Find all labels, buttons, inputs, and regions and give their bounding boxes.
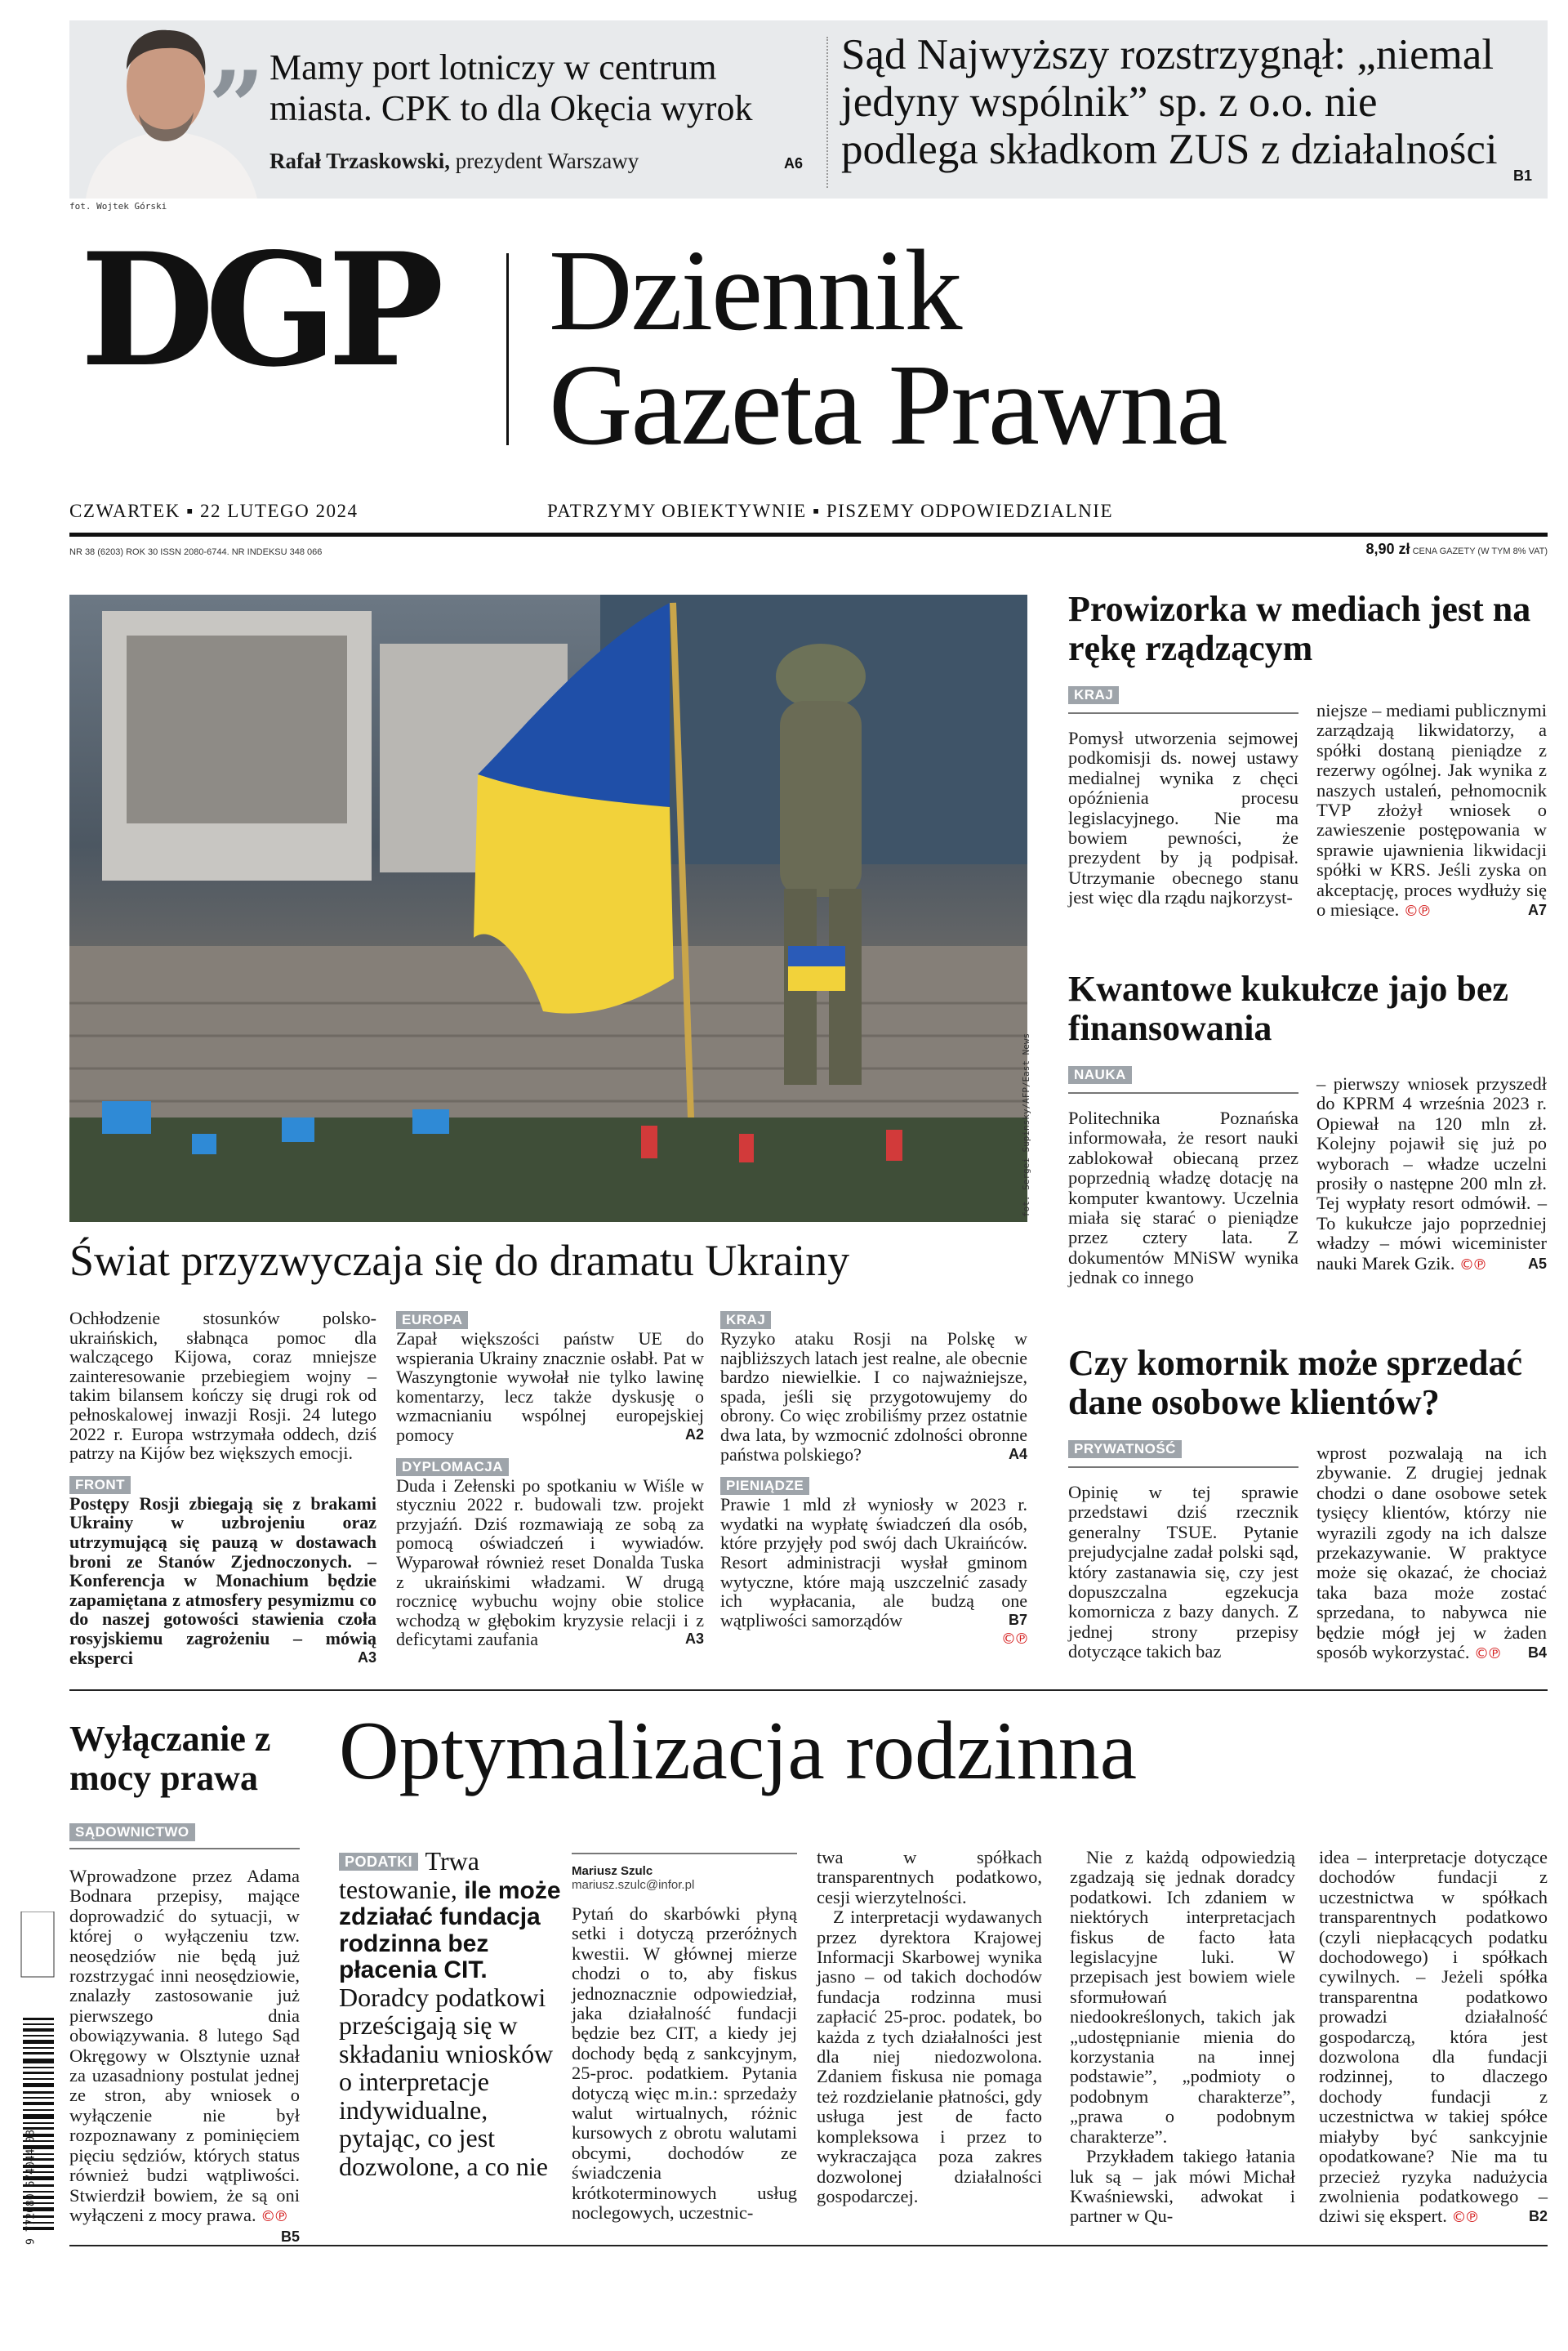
section-tag: PODATKI: [339, 1853, 418, 1871]
bottom-left-text: Wprowadzone przez Adama Bodnara przepisy, mające doprowadzić do sytuacji, w której o wyłączeniu tzw. neosędziów nie będą już rozstrzygać inni neosędziowie, znalazły zastosowanie już pierwszego dnia obowiązywania. 8 lutego Sąd Okręgowy w Olsztynie uznał za uzasadniony postulat jednej ze stron, aby wniosek o wyłączenie nie był rozpoznawany z pominięciem pięciu sędziów, których status również budzi wątpliwości. Stwierdził bowiem, że są oni wyłączeni z mocy prawa. ©℗ B5: [69, 1867, 300, 2247]
feature-col-2: [817, 1848, 1042, 2206]
section-tag: EUROPA: [396, 1311, 468, 1329]
lede-bold: ile może zdziałać fundacja rodzinna bez płacenia CIT.: [339, 1876, 561, 1983]
quote-text: Mamy port lotniczy w centrum miasta. CPK to dla Okęcia wyrok: [270, 47, 753, 128]
page-ref: A6: [784, 155, 804, 172]
lead-intro: Ochłodzenie stosunków polsko-ukraińskich, słabnąca pomoc dla walczącego Kijowa, coraz mniejsze zainteresowanie przebiegiem wojny – takim bilansem kończy się drugi rok od pełnoskalowej inwazji Rosji. 24 lutego 2022 r. Europa wstrzymała oddech, dziś patrzy na Kijów bez większych emocji.: [69, 1308, 376, 1464]
side-story: [1068, 1344, 1548, 1664]
paragraph: Nie z każdą odpowiedzią zgadzają się jednak doradcy podatkowi. Ich zdaniem w niektórych interpretacjach fiskus de facto łata legislacyjne luki. W przepisach jest bowiem wiele sformułowań niedookreślonych, takich jak „udostępnianie mienia do korzystania na innej podstawie”, „podmioty o podobnym charakterze”, „prawa o podobnym charakterze”.: [1070, 1847, 1295, 2147]
divider: [69, 1848, 300, 1849]
paragraph: Z interpretacji wydawanych przez dyrektora Krajowej Informacji Skarbowej wynika jasno – od takich dochodów fundacja rodzinna musi zapłacić 25-proc. podatek, bo każda z tych działalności jest dla niej niedozwolona. Zdaniem fiskusa nie pomaga też rozdzielanie płatności, gdy usługa jest de facto kompleksowa i przez to wykraczająca poza zakres dozwolonej działalności gospodarczej.: [817, 1907, 1042, 2206]
top-right-headline[interactable]: Sąd Najwyższy rozstrzygnął: „niemal jedyny wspólnik” sp. z o.o. nie podlega składkom ZUS z działalności: [841, 31, 1498, 173]
side-text-col1: Opinię w tej sprawie przedstawi dziś rzecznik generalny TSUE. Pytanie prejudycjalne zadał polski sąd, który zastanawia się, czy jest dopuszczalna egzekucja komornicza z bazy danych. Z jednej strony przepisy dotyczące takich baz: [1068, 1482, 1298, 1662]
section-tag: KRAJ: [720, 1311, 771, 1329]
page-ref: A5: [1527, 1255, 1547, 1272]
section-tag: SĄDOWNICTWO: [69, 1823, 195, 1841]
author-name: Rafał Trzaskowski,: [270, 149, 451, 173]
side-story: [1068, 970, 1548, 1288]
page-ref: B1: [1513, 167, 1533, 184]
page-ref: A3: [684, 1631, 704, 1648]
divider: [1068, 712, 1298, 714]
side-story: [1068, 590, 1548, 921]
divider: [506, 253, 509, 445]
section-tag: NAUKA: [1068, 1066, 1132, 1084]
section-header: [69, 1823, 300, 1849]
section-tag: DYPLOMACJA: [396, 1458, 509, 1476]
barcode: [15, 1912, 60, 2255]
item-text: Duda i Zełenski po spotkaniu w Wiśle w styczniu 2022 r. budowali tzw. projekt przyjaźń. Dziś rozmawiają ze sobą za pomocą oświadczeń i wywiadów. Wyparował również reset Donalda Tuska z ukraińskimi władzami. W drugą rocznicę wybuchu wojny obie stolice wchodzą w głębokim kryzysie relacji i z deficytami zaufania A3: [396, 1474, 704, 1650]
quote-author: [270, 149, 639, 174]
page-ref: A2: [684, 1425, 704, 1443]
paragraph: twa w spółkach transparentnych podatkowo, cesji wierzytelności.: [817, 1847, 1042, 1907]
photo-credit: fot. Sergei Supinsky/AFP/East News: [1021, 1033, 1031, 1217]
price-note: CENA GAZETY (W TYM 8% VAT): [1412, 546, 1548, 556]
title-line: Gazeta Prawna: [549, 340, 1227, 469]
barcode-number: 9 772080 674044 08: [24, 2130, 38, 2245]
page-ref: A7: [1527, 902, 1547, 919]
lede-text: Doradcy podatkowi prześcigają się w składaniu wniosków o interpretacje indywidualne, pytając, co jest dozwolone, a co nie: [339, 1982, 554, 2181]
copyright-icon: ©℗: [1403, 903, 1430, 921]
lede-text: Trwa testowanie,: [339, 1846, 479, 1904]
feature-lede: [339, 1848, 568, 2181]
lead-photo[interactable]: [69, 595, 1027, 1222]
side-text-col1: Pomysł utworzenia sejmowej podkomisji ds. nowej ustawy medialnej wynika z chęci opóźnienia procesu legislacyjnego. Nie ma bowiem pewności, że prezydent by ją podpisał. Utrzymanie obecnego stanu jest więc dla rządu najkorzyst-: [1068, 728, 1298, 908]
item-text: Zapał większości państw UE do wspierania Ukrainy znacznie osłabł. Pat w Waszyngtonie wywołał nie tylko lawinę komentarzy, lecz także dyskusję o wzmacnianiu wspólnej europejskiej pomocy A2: [396, 1328, 704, 1445]
item-text: Prawie 1 mld zł wyniosły w 2023 r. wydatki na wypłatę świadczeń dla osób, które przyjęły pod swój dach Ukraińców. Resort administracji wysłał gminom wytyczne, które mają uszczelnić zasady ich wypłacania, ale budzą one wątpliwości samorządów B7: [720, 1494, 1027, 1631]
copyright-icon: ©℗: [1459, 1256, 1486, 1274]
copyright-icon: ©℗: [1001, 1631, 1027, 1648]
side-text-col1: Politechnika Poznańska informowała, że resort nauki zablokował obiecaną przez poprzednią władzę dotację na komputer kwantowy. Uczelnia miała się starać o pieniądze przez cztery lata. Z dokumentów MNiSW wynika jednak co innego: [1068, 1108, 1298, 1288]
lead-headline[interactable]: Świat przyzwyczaja się do dramatu Ukrainy: [69, 1236, 850, 1285]
side-headline[interactable]: Kwantowe kukułcze jajo bez finansowania: [1068, 969, 1508, 1048]
price: [1365, 541, 1548, 558]
divider: [1068, 1092, 1298, 1094]
side-headline[interactable]: Prowizorka w mediach jest na rękę rządzącym: [1068, 589, 1531, 668]
dgp-logo[interactable]: DGP: [80, 219, 434, 401]
divider: [572, 1853, 797, 1854]
author-role: prezydent Warszawy: [455, 149, 639, 173]
page-ref: A4: [1008, 1445, 1027, 1462]
bottom-left-headline[interactable]: Wyłączanie z mocy prawa: [69, 1719, 271, 1798]
quote-headline[interactable]: [270, 47, 833, 129]
copyright-icon: ©℗: [1451, 2209, 1478, 2227]
section-tag: FRONT: [69, 1476, 131, 1494]
divider: [69, 533, 1548, 537]
divider: [1068, 1466, 1298, 1468]
copyright-icon: ©℗: [261, 2207, 287, 2225]
side-text-col2: niejsze – mediami publicznymi zarządzają likwidatorzy, a spółki dostaną pieniądze z rezerwy ogólnej. Jak wynika z naszych ustaleń, pełnomocnik TVP złożył wniosek o zawieszenie postępowania w sprawie ujawnienia likwidacji spółki w KRS. Jeśli zyska on akceptację, proces wydłuży się o miesiące. ©℗ A7: [1316, 700, 1547, 921]
quote-mark-icon: ”: [208, 50, 265, 165]
feature-text: Pytań do skarbówki płyną setki i dotyczą przeróżnych kwestii. W głównej mierze chodzi o to, aby fiskus jednoznacznie odpowiedział, jaka działalność fundacji będzie bez CIT, a kiedy jej dochody będą z sankcyjnym, 25-proc. podatkiem. Pytania dotyczą więc m.in.: sprzedaży walut wirtualnych, różnic kursowych z obrotu walutami obcymi, dochodów ze świadczenia krótkoterminowych usług noclegowych, uczestnic-: [572, 1903, 797, 2224]
section-tag: KRAJ: [1068, 686, 1119, 704]
author-name: Mariusz Szulc: [572, 1864, 653, 1878]
divider: [826, 37, 828, 188]
lead-column-1: [69, 1309, 376, 1667]
price-value: 8,90 zł: [1365, 541, 1410, 557]
feature-headline[interactable]: Optymalizacja rodzinna: [339, 1705, 1138, 1797]
lead-column-2: [396, 1309, 704, 1649]
page-ref: A3: [357, 1648, 376, 1666]
newspaper-title: [549, 225, 1227, 469]
title-line: Dziennik: [549, 225, 961, 355]
issue-meta: NR 38 (6203) ROK 30 ISSN 2080-6744. NR INDEKSU 348 066: [69, 547, 323, 557]
page-ref: B4: [1527, 1644, 1547, 1662]
section-tag: PIENIĄDZE: [720, 1477, 809, 1495]
section-tag: PRYWATNOŚĆ: [1068, 1440, 1182, 1458]
page-ref: B2: [1528, 2208, 1548, 2225]
paragraph: Przykładem takiego łatania luk są – jak mówi Michał Kwaśniewski, adwokat i partner w Qu-: [1070, 2146, 1295, 2227]
lead-column-3: [720, 1309, 1027, 1649]
feature-col-3: [1070, 1848, 1295, 2227]
feature-col-1: [572, 1853, 797, 2224]
page-ref: B5: [280, 2228, 300, 2246]
author-email[interactable]: mariusz.szulc@infor.pl: [572, 1878, 695, 1892]
issue-date: CZWARTEK ▪ 22 LUTEGO 2024: [69, 501, 359, 521]
photo-credit: fot. Wojtek Górski: [69, 201, 167, 212]
side-headline[interactable]: Czy komornik może sprzedać dane osobowe klientów?: [1068, 1343, 1523, 1422]
page-ref: B7: [1008, 1611, 1027, 1628]
side-text-col2: – pierwszy wniosek przyszedł do KPRM 4 września 2023 r. Opiewał na 120 mln zł. Kolejny pojawił się już po wyborach – władze uczelni prosiły o następne 200 mln zł. Tej wypłaty resort odmówił. – To kukułcze jajo poprzedniej władzy – mówi wiceminister nauki Marek Gzik. ©℗ A5: [1316, 1073, 1547, 1274]
copyright-icon: ©℗: [1474, 1645, 1501, 1663]
item-text: Postępy Rosji zbiegają się z brakami Ukrainy w uzbrojeniu oraz utrzymującą się pauzą w dostawach broni ze Stanów Zjednoczonych. – Konferencja w Monachium będzie zapamiętana z atmosfery pesymizmu co do naszej gotowości stawienia czoła rosyjskiemu zagrożeniu – mówią eksperci A3: [69, 1492, 376, 1668]
side-text-col2: wprost pozwalają na ich zbywanie. Z drugiej jednak chodzi o dane osobowe setek tysięcy klientów, którzy nie wyrazili zgody na ich dalsze przekazywanie. W praktyce może się okazać, że chociaż taka baza może zostać sprzedana, to nabywca nie będzie mógł jej w żaden sposób wykorzystać. ©℗ B4: [1316, 1443, 1547, 1663]
item-text: Ryzyko ataku Rosji na Polskę w najbliższych latach jest realne, ale obecnie bardzo niewielkie. I co najważniejsze, spada, jeśli się przygotowujemy do obrony. Co więc zrobiliśmy przez ostatnie dwa lata, by wzmocnić zdolności obronne państwa polskiego? A4: [720, 1328, 1027, 1465]
divider: [69, 2245, 1548, 2246]
divider: [69, 1689, 1548, 1691]
motto: PATRZYMY OBIEKTYWNIE ▪ PISZEMY ODPOWIEDZIALNIE: [547, 501, 1113, 521]
feature-col-4: idea – interpretacje dotyczące dochodów fundacji z uczestnictwa w spółkach transparentnych podatkowo (czyli niepłacących podatku dochodowego) i spółkach cywilnych. – Jeżeli spółka transparentna podatkowo prowadzi działalność gospodarczą, która jest dozwolona dla fundacji rodzinnej, to dlaczego dochody fundacji z uczestnictwa w takiej spółce miałyby być sankcyjnie opodatkowane? Nie ma tu przecież ryzyka nadużycia zwolnienia podatkowego – dziwi się ekspert. ©℗ B2: [1319, 1847, 1548, 2227]
